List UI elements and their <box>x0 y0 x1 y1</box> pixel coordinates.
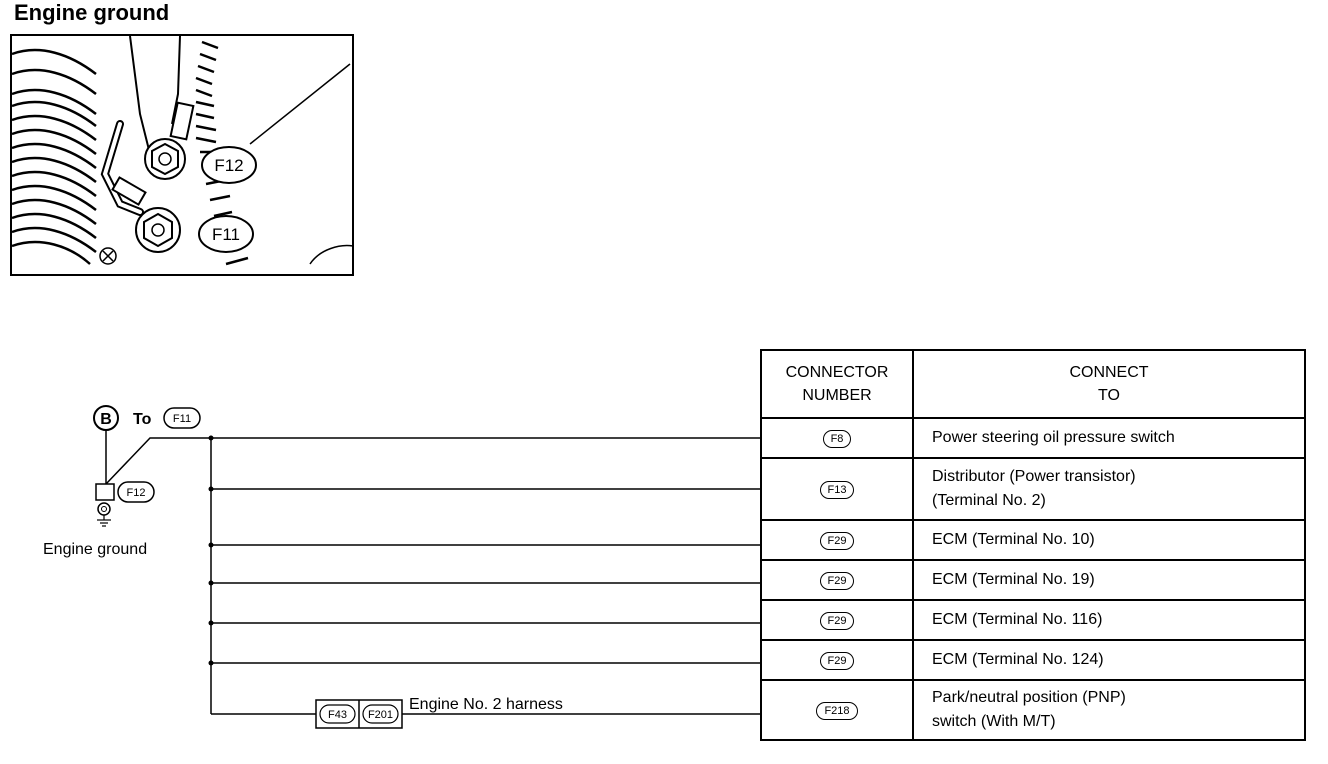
table-row <box>761 600 1305 640</box>
connector-cell: F8 <box>761 418 913 458</box>
ground-symbol <box>96 484 114 526</box>
connector-cell: F13 <box>761 458 913 520</box>
header-connect-to: CONNECT TO <box>913 350 1305 418</box>
inline-connector-pair <box>316 700 402 728</box>
connector-b-label: B <box>100 411 112 428</box>
table-row <box>761 680 1305 740</box>
connector-cell: F29 <box>761 560 913 600</box>
table-row <box>761 458 1305 520</box>
connector-cell: F218 <box>761 680 913 740</box>
table-row <box>761 520 1305 560</box>
to-connector-label: F11 <box>172 413 192 425</box>
connector-b <box>94 406 118 430</box>
table-row <box>761 560 1305 600</box>
table-row <box>761 418 1305 458</box>
inline-connector-f201: F201 <box>367 709 394 721</box>
ground-connector-f12 <box>118 482 154 502</box>
connect-to-cell: ECM (Terminal No. 19) <box>913 560 1305 600</box>
connect-to-cell: Power steering oil pressure switch <box>913 418 1305 458</box>
connect-to-cell: ECM (Terminal No. 124) <box>913 640 1305 680</box>
harness-label: Engine No. 2 harness <box>409 696 563 713</box>
table-header-row <box>761 350 1305 418</box>
connect-to-cell: Distributor (Power transistor) (Terminal No. 2) <box>913 458 1305 520</box>
branch-wires <box>211 438 761 714</box>
ground-connector-label: F12 <box>126 487 146 499</box>
header-connector-number: CONNECTOR NUMBER <box>761 350 913 418</box>
connector-cell: F29 <box>761 520 913 560</box>
callout-f11-label: F11 <box>211 225 241 244</box>
connect-to-cell: Park/neutral position (PNP) switch (With M/T) <box>913 680 1305 740</box>
to-label: To <box>133 411 152 428</box>
page-title: Engine ground <box>14 0 170 25</box>
ground-label: Engine ground <box>43 541 148 558</box>
connector-table <box>760 349 1306 741</box>
to-connector-f11 <box>164 408 200 428</box>
table-row <box>761 640 1305 680</box>
connect-to-cell: ECM (Terminal No. 116) <box>913 600 1305 640</box>
connect-to-cell: ECM (Terminal No. 10) <box>913 520 1305 560</box>
connector-cell: F29 <box>761 600 913 640</box>
callout-f12-label: F12 <box>214 156 244 175</box>
inline-connector-f43: F43 <box>328 709 347 721</box>
connector-cell: F29 <box>761 640 913 680</box>
